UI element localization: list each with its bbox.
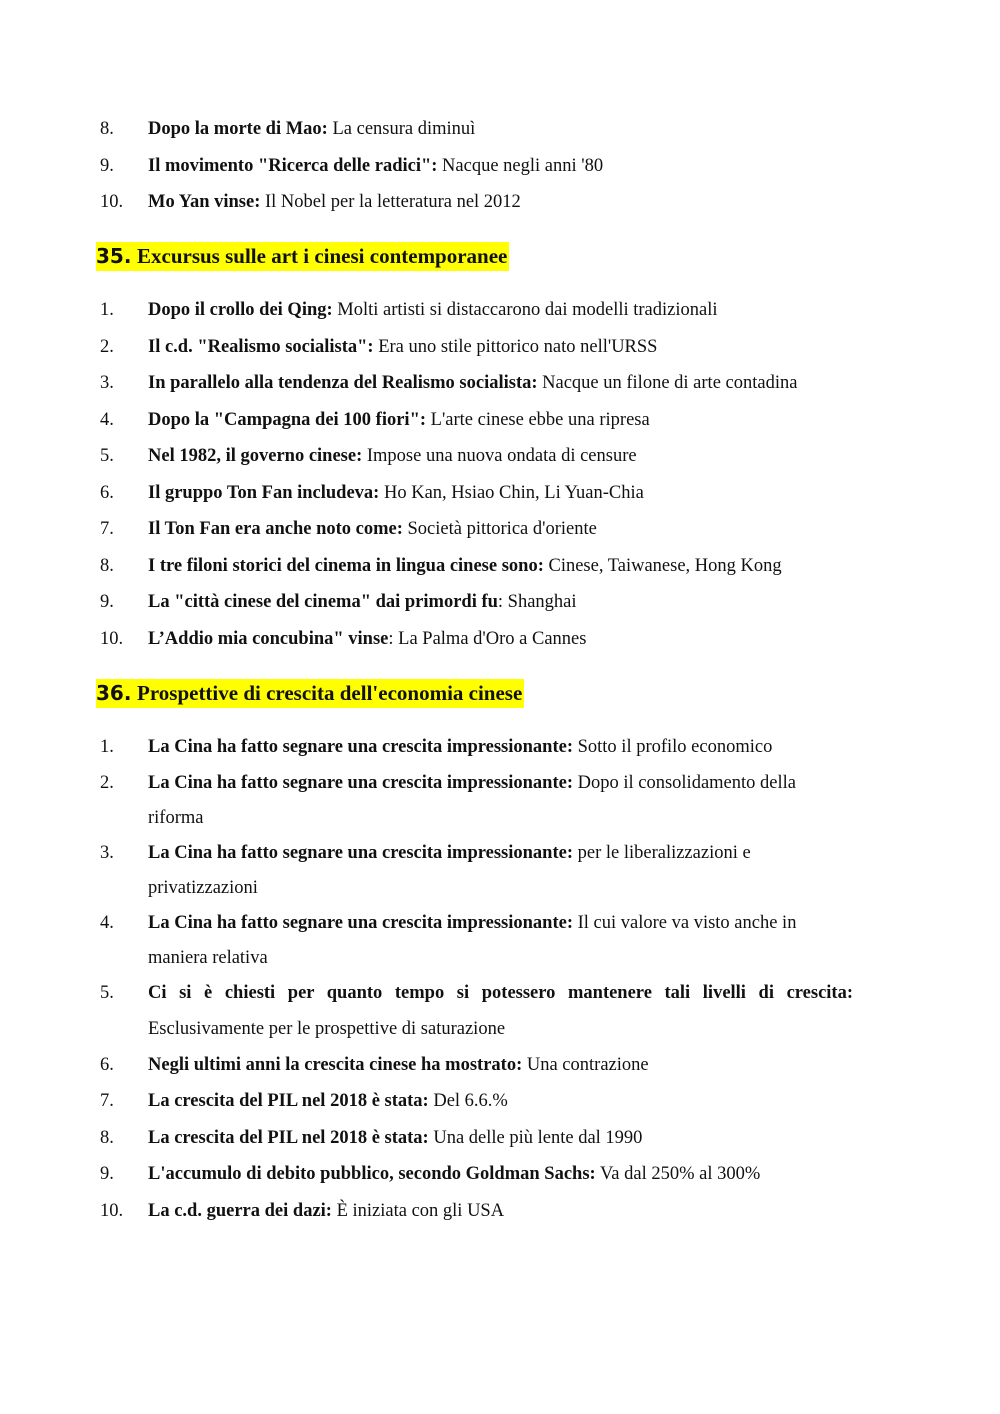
list-item bbox=[0, 475, 853, 512]
item-number: 9. bbox=[100, 592, 114, 612]
item-question: Il movimento "Ricerca delle radici": bbox=[148, 155, 438, 176]
item-question: Mo Yan vinse: bbox=[148, 192, 261, 212]
item-number: 5. bbox=[100, 446, 114, 466]
item-question: La Cina ha fatto segnare una crescita impressionante: bbox=[148, 842, 573, 863]
item-answer: Sotto il profilo economico bbox=[572, 737, 773, 757]
item-question: I tre filoni storici del cinema in lingua cinese sono: bbox=[148, 555, 544, 576]
item-answer: Ho Kan, Hsiao Chin, Li Yuan-Chia bbox=[379, 482, 644, 503]
list-item bbox=[0, 766, 853, 836]
item-question: Nel 1982, il governo cinese: bbox=[148, 446, 363, 466]
list-item bbox=[0, 906, 853, 976]
item-answer: Va dal 250% al 300% bbox=[595, 1164, 761, 1184]
list-item bbox=[0, 1120, 853, 1157]
item-answer: Una contrazione bbox=[522, 1054, 649, 1075]
item-answer: Una delle più lente dal 1990 bbox=[428, 1127, 643, 1148]
item-question: La Cina ha fatto segnare una crescita impressionante: bbox=[148, 772, 573, 793]
list-item bbox=[0, 976, 853, 1011]
item-number: 6. bbox=[100, 482, 114, 503]
list-item bbox=[0, 184, 853, 221]
item-answer: La censura diminuì bbox=[327, 119, 476, 139]
list-item bbox=[0, 511, 853, 548]
list-item bbox=[0, 1193, 853, 1230]
list-item bbox=[0, 111, 853, 148]
list-item bbox=[0, 148, 853, 185]
item-question: Il Ton Fan era anche noto come: bbox=[148, 519, 403, 539]
item-number: 3. bbox=[100, 842, 114, 863]
item-number: 8. bbox=[100, 119, 114, 139]
item-answer: : La Palma d'Oro a Cannes bbox=[388, 628, 587, 649]
list-item-continuation bbox=[0, 1011, 853, 1047]
item-number: 10. bbox=[100, 628, 124, 649]
item-question: Il c.d. "Realismo socialista": bbox=[148, 336, 374, 357]
item-question: La "città cinese del cinema" dai primordi fu bbox=[148, 592, 498, 612]
item-question: La crescita del PIL nel 2018 è stata: bbox=[148, 1127, 429, 1148]
item-question: Dopo la "Campagna dei 100 fiori": bbox=[148, 409, 427, 430]
item-answer: Il cui valore va visto anche in maniera relativa bbox=[148, 912, 797, 968]
item-answer: È iniziata con gli USA bbox=[331, 1200, 505, 1221]
item-answer: per le liberalizzazioni e privatizzazioni bbox=[148, 842, 751, 898]
item-number: 5. bbox=[100, 982, 114, 1003]
item-number: 9. bbox=[100, 1164, 114, 1184]
item-question: In parallelo alla tendenza del Realismo socialista: bbox=[148, 373, 538, 393]
section-36-heading bbox=[96, 679, 524, 708]
item-number: 7. bbox=[100, 519, 114, 539]
item-number: 4. bbox=[100, 912, 114, 933]
item-question: Ci si è chiesti per quanto tempo si potessero mantenere tali livelli di crescita: bbox=[148, 982, 853, 1003]
item-number: 6. bbox=[100, 1054, 114, 1075]
item-number: 9. bbox=[100, 155, 114, 176]
item-answer: Molti artisti si distaccarono dai modelli tradizionali bbox=[332, 300, 718, 320]
item-question: Il gruppo Ton Fan includeva: bbox=[148, 482, 380, 503]
item-answer: Nacque negli anni '80 bbox=[437, 155, 604, 176]
item-answer: Esclusivamente per le prospettive di saturazione bbox=[148, 1018, 506, 1039]
item-number: 7. bbox=[100, 1091, 114, 1111]
item-number: 10. bbox=[100, 192, 124, 212]
item-question: La Cina ha fatto segnare una crescita impressionante: bbox=[148, 737, 573, 757]
item-question: La crescita del PIL nel 2018 è stata: bbox=[148, 1091, 429, 1111]
item-number: 3. bbox=[100, 373, 114, 393]
item-answer: Del 6.6.% bbox=[428, 1091, 508, 1111]
list-item bbox=[0, 836, 853, 906]
list-item bbox=[0, 1047, 853, 1084]
item-answer: Cinese, Taiwanese, Hong Kong bbox=[543, 555, 782, 576]
item-answer: Il Nobel per la letteratura nel 2012 bbox=[260, 192, 521, 212]
item-answer: Dopo il consolidamento della riforma bbox=[148, 772, 796, 828]
item-number: 8. bbox=[100, 555, 114, 576]
item-question: L’Addio mia concubina" vinse bbox=[148, 628, 389, 649]
list-item bbox=[0, 1156, 853, 1193]
item-answer: : Shanghai bbox=[497, 592, 577, 612]
item-question: Dopo la morte di Mao: bbox=[148, 119, 328, 139]
list-item bbox=[0, 1083, 853, 1120]
section-35-list bbox=[0, 292, 1000, 657]
item-number: 10. bbox=[100, 1200, 124, 1221]
item-number: 1. bbox=[100, 300, 114, 320]
section-34-list bbox=[0, 111, 1000, 221]
item-question: Dopo il crollo dei Qing: bbox=[148, 300, 333, 320]
list-item bbox=[0, 548, 853, 585]
list-item bbox=[0, 329, 853, 366]
section-title: Excursus sulle art i cinesi contemporanee bbox=[137, 244, 508, 268]
section-number: 36. bbox=[96, 681, 132, 705]
item-answer: Società pittorica d'oriente bbox=[402, 519, 597, 539]
item-answer: Impose una nuova ondata di censure bbox=[362, 446, 637, 466]
list-item bbox=[0, 621, 853, 658]
list-item bbox=[0, 729, 853, 766]
item-answer: Nacque un filone di arte contadina bbox=[537, 373, 798, 393]
item-number: 1. bbox=[100, 737, 114, 757]
item-answer: L'arte cinese ebbe una ripresa bbox=[426, 409, 650, 430]
item-question: Negli ultimi anni la crescita cinese ha mostrato: bbox=[148, 1054, 523, 1075]
item-answer: Era uno stile pittorico nato nell'URSS bbox=[373, 336, 658, 357]
section-36-list bbox=[0, 729, 1000, 1229]
list-item bbox=[0, 402, 853, 439]
section-number: 35. bbox=[96, 244, 132, 268]
section-title: Prospettive di crescita dell'economia cinese bbox=[137, 681, 523, 705]
list-item bbox=[0, 365, 853, 402]
item-question: La c.d. guerra dei dazi: bbox=[148, 1200, 332, 1221]
list-item bbox=[0, 438, 853, 475]
list-item bbox=[0, 584, 853, 621]
item-question: La Cina ha fatto segnare una crescita impressionante: bbox=[148, 912, 573, 933]
item-number: 4. bbox=[100, 409, 114, 430]
item-number: 2. bbox=[100, 336, 114, 357]
item-number: 8. bbox=[100, 1127, 114, 1148]
item-question: L'accumulo di debito pubblico, secondo Goldman Sachs: bbox=[148, 1164, 596, 1184]
item-number: 2. bbox=[100, 772, 114, 793]
section-35-heading bbox=[96, 242, 509, 271]
list-item bbox=[0, 292, 853, 329]
